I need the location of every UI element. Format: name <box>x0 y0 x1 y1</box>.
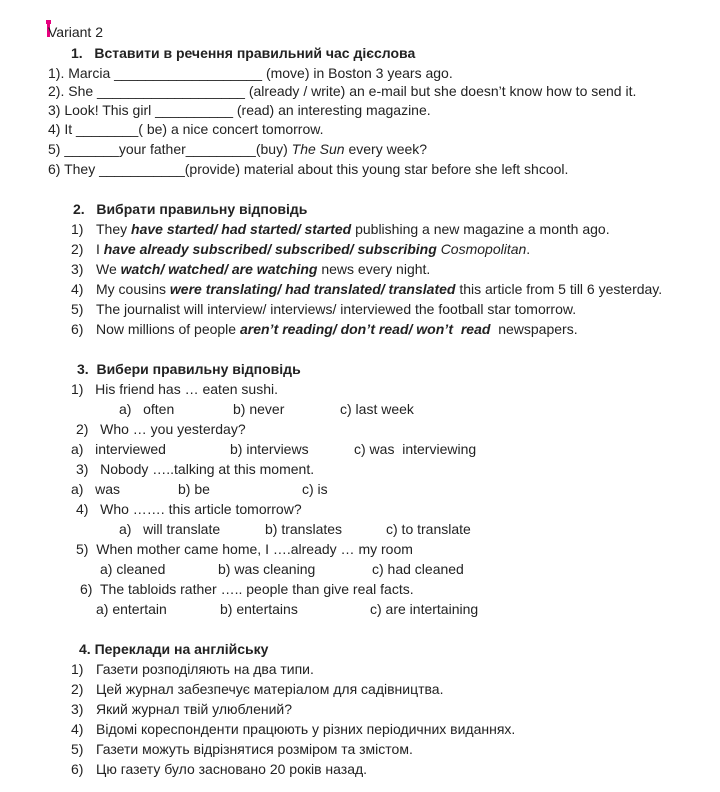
s3-q3-option-c: c) is <box>302 481 328 497</box>
s4-item-2 <box>71 680 443 698</box>
s2-text: They <box>96 221 132 237</box>
s3-q5-option-b: b) was cleaning <box>218 561 316 577</box>
s3-q2-option-b: b) interviews <box>230 441 309 457</box>
s3-q3-option-b: b) be <box>178 481 210 497</box>
s4-num: 5) <box>71 741 84 757</box>
s3-q3-option-a: a) was <box>71 481 121 497</box>
s2-text: newspapers. <box>490 321 578 337</box>
s3-q6-option-a: a) entertain <box>96 601 167 617</box>
s3-q5-option-a: a) cleaned <box>100 561 166 577</box>
s3-question-3: 3) Nobody …..talking at this moment. <box>76 461 315 477</box>
s1-item-3: 3) Look! This girl __________ (read) an interesting magazine. <box>48 102 431 118</box>
variant-title: Variant 2 <box>48 24 103 40</box>
s4-item-6 <box>71 760 367 778</box>
s2-options: were translating/ had translated/ translated <box>169 281 456 297</box>
s2-italic: Cosmopolitan <box>440 241 527 257</box>
s1-item-5-title: The Sun <box>291 141 345 157</box>
s3-question-2: 2) Who … you yesterday? <box>76 421 246 437</box>
s2-text: news every night. <box>317 261 431 277</box>
s4-text: Відомі кореспонденти працюють у різних періодичних виданнях. <box>96 721 516 737</box>
s1-item-1: 1). Marcia ___________________ (move) in Boston 3 years ago. <box>48 65 453 81</box>
s4-num: 1) <box>71 661 84 677</box>
s3-q4-option-b: b) translates <box>265 521 343 537</box>
s3-q1-option-b: b) never <box>233 401 285 417</box>
section2-title: 2. Вибрати правильну відповідь <box>73 201 308 217</box>
s4-item-1 <box>71 660 314 678</box>
s2-options: have already subscribed/ subscribed/ subscribing <box>103 241 437 257</box>
s1-item-6: 6) They ___________(provide) material about this young star before she left shcool. <box>48 161 569 177</box>
s1-item-2: 2). She ___________________ (already / write) an e-mail but she doesn’t know how to send it. <box>48 83 637 99</box>
s2-item-2 <box>71 240 530 258</box>
section3-title: 3. Вибери правильну відповідь <box>77 361 301 377</box>
s2-num: 6) <box>71 321 84 337</box>
section4-title: 4. Переклади на англійську <box>79 641 269 657</box>
s4-item-5 <box>71 740 413 758</box>
s4-num: 2) <box>71 681 84 697</box>
s3-q5-option-c: c) had cleaned <box>372 561 464 577</box>
s3-q6-option-c: c) are intertaining <box>370 601 479 617</box>
s1-item-5-end: every week? <box>344 141 428 157</box>
s2-text: I <box>96 241 104 257</box>
s4-item-3 <box>71 700 292 718</box>
s4-item-4 <box>71 720 515 738</box>
s2-options: have started/ had started/ started <box>131 221 352 237</box>
s4-text: Який журнал твій улюблений? <box>96 701 293 717</box>
section1-title: 1. Вставити в речення правильний час дієслова <box>71 45 416 61</box>
s2-num: 1) <box>71 221 84 237</box>
s3-q4-option-c: c) to translate <box>386 521 471 537</box>
s2-text: . <box>526 241 531 257</box>
s2-text: this article from 5 till 6 yesterday. <box>455 281 663 297</box>
s1-item-5-text: 5) _______your father_________(buy) <box>48 141 292 157</box>
s4-num: 6) <box>71 761 84 777</box>
s3-q1-option-a: a) often <box>119 401 175 417</box>
s2-options: watch/ watched/ are watching <box>120 261 318 277</box>
s2-num: 5) <box>71 301 84 317</box>
s2-item-4 <box>71 280 662 298</box>
s2-options: aren’t reading/ don’t read/ won’t read <box>239 321 491 337</box>
s3-q2-option-a: a) interviewed <box>71 441 166 457</box>
s3-q4-option-a: a) will translate <box>119 521 221 537</box>
s3-q1-option-c: c) last week <box>340 401 414 417</box>
s1-item-4: 4) It ________( be) a nice concert tomorrow. <box>48 121 324 137</box>
s2-text: publishing a new magazine a month ago. <box>351 221 610 237</box>
s4-text: Газети розподіляють на два типи. <box>96 661 314 677</box>
s3-question-6: 6) The tabloids rather ….. people than give real facts. <box>80 581 414 597</box>
s3-question-1: 1) His friend has … eaten sushi. <box>71 381 278 397</box>
s3-q2-option-c: c) was interviewing <box>354 441 477 457</box>
s4-text: Цей журнал забезпечує матеріалом для садівництва. <box>96 681 444 697</box>
s2-num: 2) <box>71 241 84 257</box>
s3-q6-option-b: b) entertains <box>220 601 298 617</box>
s3-question-4: 4) Who ……. this article tomorrow? <box>76 501 302 517</box>
s2-item-5 <box>71 300 576 318</box>
s4-num: 4) <box>71 721 84 737</box>
s2-item-6 <box>71 320 578 338</box>
s2-item-1 <box>71 220 610 238</box>
s2-text: Now millions of people <box>96 321 240 337</box>
s1-item-5 <box>48 140 427 158</box>
s4-text: Цю газету було засновано 20 років назад. <box>96 761 368 777</box>
s2-text: The journalist will interview/ interviews/ interviewed the football star tomorrow. <box>96 301 577 317</box>
s2-item-3 <box>71 260 430 278</box>
s4-num: 3) <box>71 701 84 717</box>
s3-question-5: 5) When mother came home, I ….already … my room <box>76 541 413 557</box>
s2-text: My cousins <box>96 281 170 297</box>
s2-num: 4) <box>71 281 84 297</box>
s2-num: 3) <box>71 261 84 277</box>
s2-text: We <box>96 261 121 277</box>
s4-text: Газети можуть відрізнятися розміром та змістом. <box>96 741 413 757</box>
